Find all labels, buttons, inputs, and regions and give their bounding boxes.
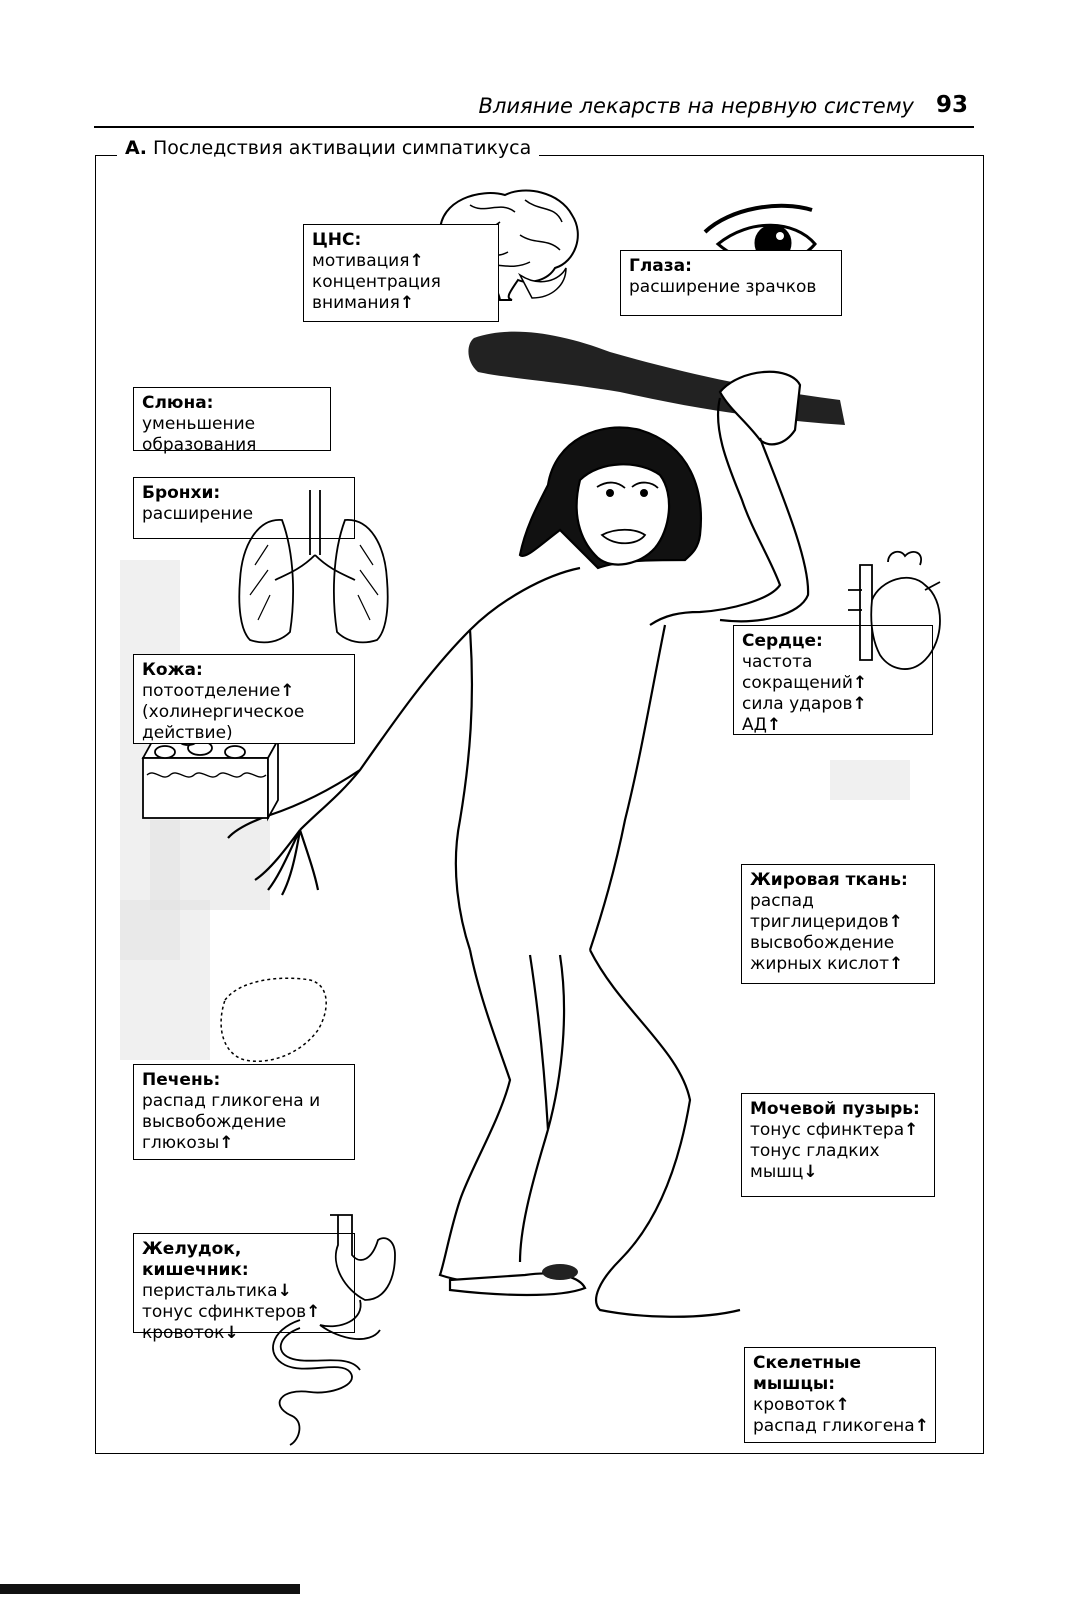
- label-skeletal-muscle: [744, 1347, 936, 1443]
- label-cns: [303, 224, 499, 322]
- label-saliva: [133, 387, 331, 455]
- label-cns-title: ЦНС:: [312, 230, 362, 250]
- label-bladder-line: тонус гладких: [750, 1141, 880, 1161]
- label-gut: [133, 1233, 355, 1343]
- label-fat-line: жирных кислот ↑: [750, 954, 926, 975]
- section-letter: А.: [125, 137, 147, 159]
- label-skin: [133, 654, 355, 744]
- label-liver-line: распад гликогена и: [142, 1091, 321, 1111]
- label-muscle-line: кровоток ↑: [753, 1395, 927, 1416]
- label-bladder-line: мышц ↓: [750, 1162, 926, 1183]
- label-bronchi-line: расширение: [142, 504, 254, 524]
- label-fat-title: Жировая ткань:: [750, 870, 908, 890]
- page-number: 93: [935, 92, 968, 118]
- label-bladder: [741, 1093, 935, 1197]
- label-liver: [133, 1064, 355, 1160]
- skin-block-icon: [143, 735, 278, 818]
- label-fat-line: распад: [750, 891, 814, 911]
- label-muscle-line: распад гликогена ↑: [753, 1416, 927, 1437]
- liver-icon: [221, 978, 326, 1061]
- label-eyes: [620, 250, 842, 316]
- label-saliva-line: уменьшение: [142, 414, 256, 434]
- label-cns-line: внимания ↑: [312, 293, 490, 314]
- label-heart-line: сокращений ↑: [742, 673, 924, 694]
- label-saliva-line: образования: [142, 435, 257, 455]
- label-heart-line: сила ударов ↑: [742, 694, 924, 715]
- label-skin-line: действие): [142, 723, 233, 743]
- label-fat-line: высвобождение: [750, 933, 895, 953]
- running-title: Влияние лекарств на нервную систему: [478, 94, 914, 118]
- label-heart-title: Сердце:: [742, 631, 823, 651]
- label-fat-line: триглицеридов ↑: [750, 912, 926, 933]
- label-heart-line: АД ↑: [742, 715, 924, 736]
- label-skin-line: потоотделение ↑: [142, 681, 346, 702]
- label-skin-title: Кожа:: [142, 660, 203, 680]
- label-heart-line: частота: [742, 652, 813, 672]
- label-gut-line: перистальтика ↓: [142, 1281, 346, 1302]
- label-skin-line: (холинергическое: [142, 702, 305, 722]
- label-liver-line: глюкозы ↑: [142, 1133, 346, 1154]
- label-bronchi-title: Бронхи:: [142, 483, 221, 503]
- label-gut-line: тонус сфинктеров ↑: [142, 1302, 346, 1323]
- label-eyes-title: Глаза:: [629, 256, 692, 276]
- scan-edge-smudge: [0, 1584, 300, 1594]
- label-eyes-line: расширение зрачков: [629, 277, 817, 297]
- label-bladder-title: Мочевой пузырь:: [750, 1099, 920, 1119]
- label-liver-line: высвобождение: [142, 1112, 287, 1132]
- label-cns-line: мотивация ↑: [312, 251, 490, 272]
- label-gut-line: кровоток ↓: [142, 1323, 346, 1344]
- label-liver-title: Печень:: [142, 1070, 221, 1090]
- section-title-text: Последствия активации симпатикуса: [152, 137, 532, 159]
- label-cns-line: концентрация: [312, 272, 441, 292]
- label-fat-tissue: [741, 864, 935, 984]
- label-heart: [733, 625, 933, 735]
- label-muscle-title: Скелетные мышцы:: [753, 1353, 862, 1394]
- label-saliva-title: Слюна:: [142, 393, 214, 413]
- label-bronchi: [133, 477, 355, 539]
- label-bladder-line: тонус сфинктера ↑: [750, 1120, 926, 1141]
- label-gut-title: Желудок, кишечник:: [142, 1239, 249, 1280]
